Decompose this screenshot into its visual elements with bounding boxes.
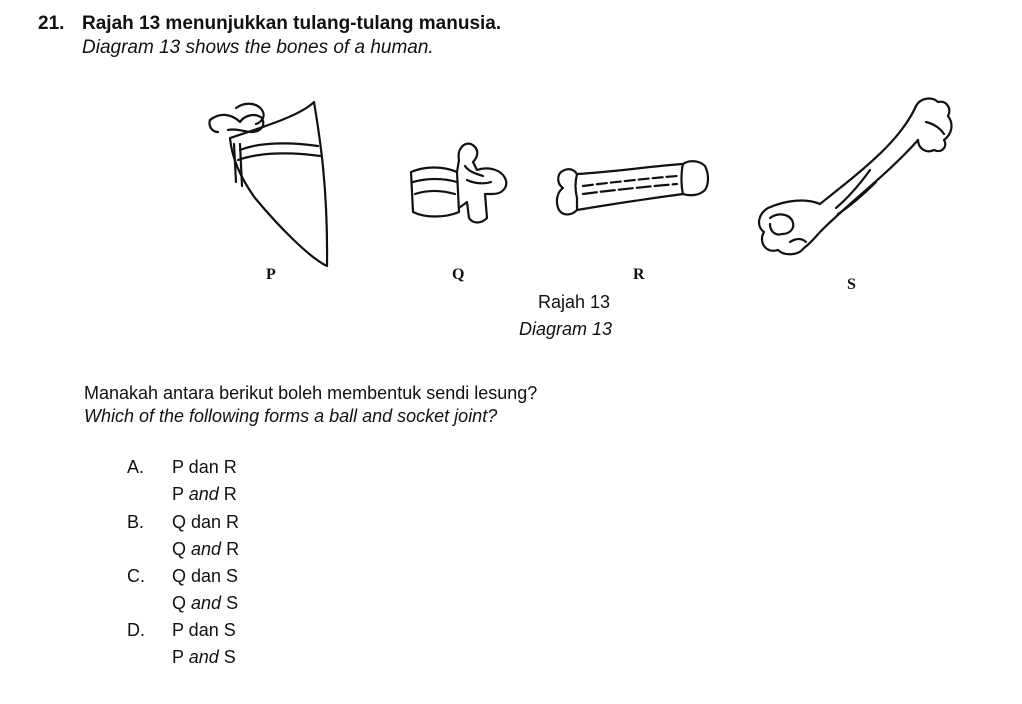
diagram-caption-malay: Rajah 13 [538, 292, 611, 312]
option-second-bone: R [223, 484, 237, 504]
option-text-malay: Q dan R [172, 512, 240, 532]
option-second-bone: R [226, 539, 240, 559]
question-title-malay: Rajah 13 menunjukkan tulang-tulang manusia. [82, 13, 502, 34]
option-second-bone: S [223, 647, 236, 667]
option-first-bone: Q [172, 593, 187, 613]
bone-label-p: P [266, 266, 276, 283]
option-text-english [172, 647, 236, 668]
option-letter: B. [127, 512, 145, 532]
option-text-english [172, 484, 237, 505]
diagram-caption-english: Diagram 13 [519, 319, 613, 339]
option-second-bone: S [226, 593, 239, 613]
option-letter: C. [127, 566, 145, 586]
bone-label-s: S [847, 276, 856, 293]
option-text-english [172, 593, 238, 614]
long-bone-s [750, 92, 960, 264]
prompt-english: Which of the following forms a ball and socket joint? [84, 406, 498, 426]
option-letter: D. [127, 620, 145, 640]
question-number: 21. [38, 13, 65, 34]
question-title-english: Diagram 13 shows the bones of a human. [82, 37, 434, 58]
option-text-malay: Q dan S [172, 566, 239, 586]
option-and-word: and [191, 539, 222, 559]
option-and-word: and [188, 484, 219, 504]
option-first-bone: P [172, 484, 184, 504]
long-bone-r [553, 158, 713, 224]
option-and-word: and [188, 647, 219, 667]
option-text-malay: P dan S [172, 620, 236, 640]
option-first-bone: Q [172, 539, 187, 559]
bone-label-q: Q [452, 266, 465, 283]
option-first-bone: P [172, 647, 184, 667]
option-letter: A. [127, 457, 145, 477]
prompt-malay: Manakah antara berikut boleh membentuk sendi lesung? [84, 383, 538, 403]
scapula-bone-p [200, 98, 350, 278]
option-and-word: and [191, 593, 222, 613]
vertebra-bone-q [405, 136, 515, 232]
option-text-malay: P dan R [172, 457, 237, 477]
bone-label-r: R [633, 266, 645, 283]
option-text-english [172, 539, 239, 560]
